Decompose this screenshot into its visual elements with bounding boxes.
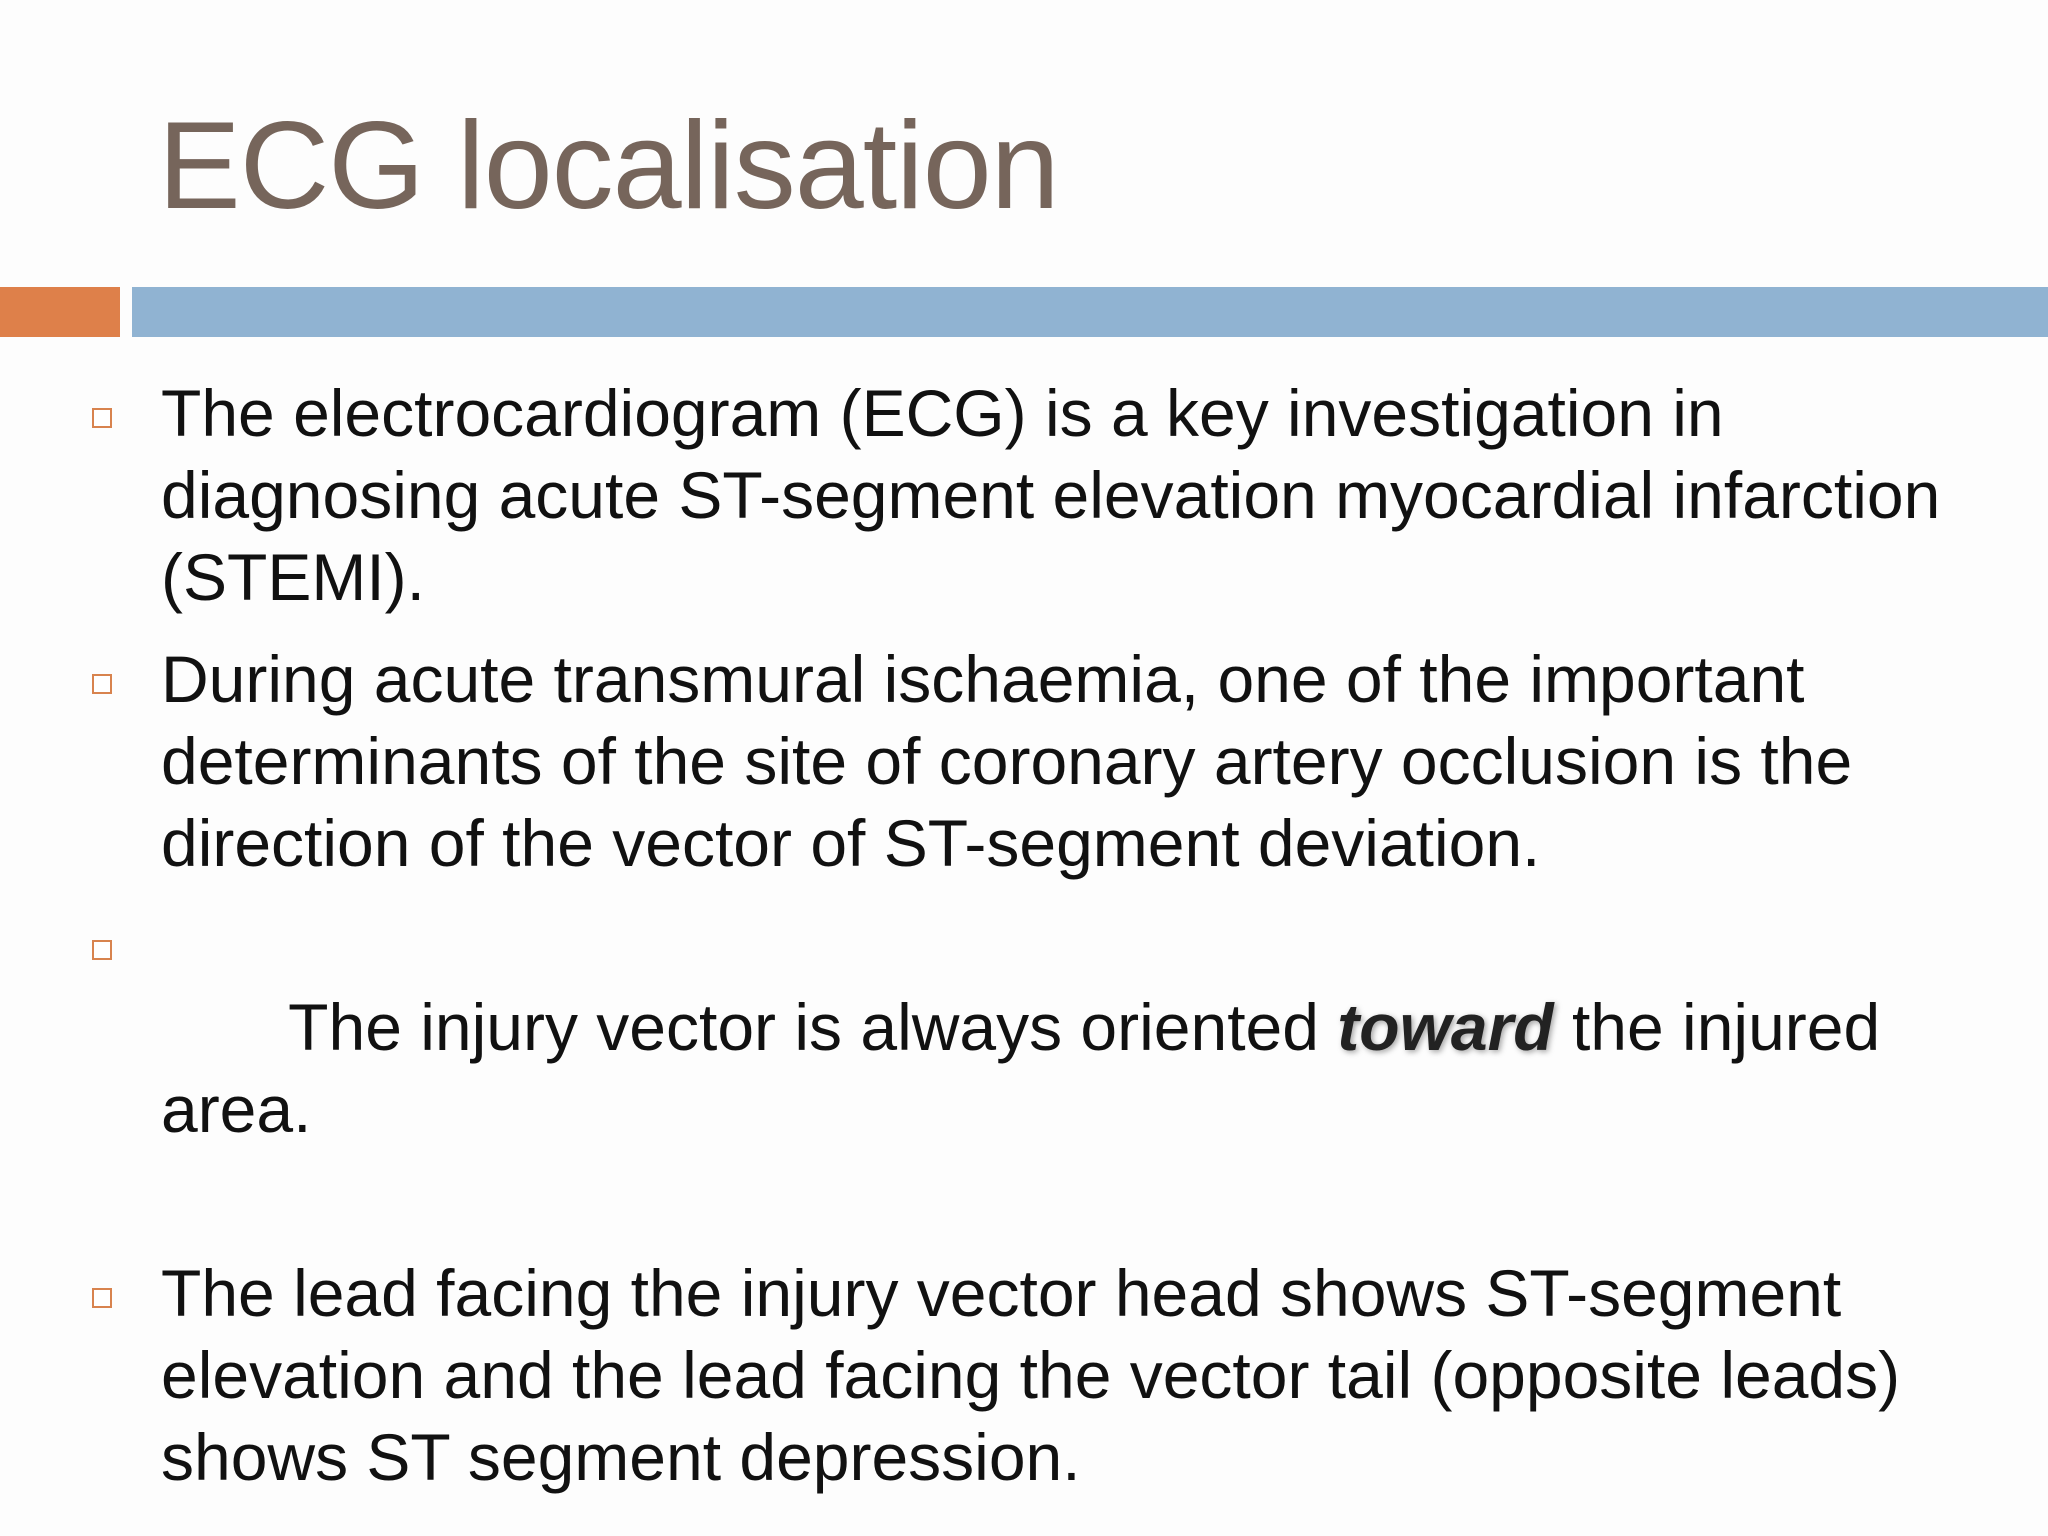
bullet-square-icon — [92, 674, 112, 694]
bullet-text-4: The lead facing the injury vector head shows ST-segment elevation and the lead facing the vector tail (opposite leads) shows ST segment depression. — [161, 1256, 1901, 1494]
bullet-item-1 — [86, 372, 1986, 618]
bullet-text-3-end: the injured area. — [161, 990, 1899, 1146]
bullet-item-2 — [86, 638, 1986, 884]
bullet-list — [86, 372, 1986, 1518]
bullet-text-3-start: The injury vector is always oriented — [271, 990, 1338, 1064]
title-accent-bar-orange — [0, 287, 120, 337]
bullet-square-icon — [92, 408, 112, 428]
bullet-item-4 — [86, 1252, 1986, 1498]
bullet-text-1: The electrocardiogram (ECG) is a key investigation in diagnosing acute ST-segment elevation myocardial infarction (STEMI). — [161, 376, 1941, 614]
bullet-square-icon — [92, 1288, 112, 1308]
bullet-square-icon — [92, 940, 112, 960]
slide-title: ECG localisation — [158, 97, 1059, 235]
title-accent-bar-blue — [132, 287, 2048, 337]
bullet-item-3 — [86, 904, 1986, 1232]
emphasis-toward: toward — [1337, 990, 1554, 1064]
bullet-text-2: During acute transmural ischaemia, one of the important determinants of the site of coronary artery occlusion is the direction of the vector of ST-segment deviation. — [161, 642, 1853, 880]
